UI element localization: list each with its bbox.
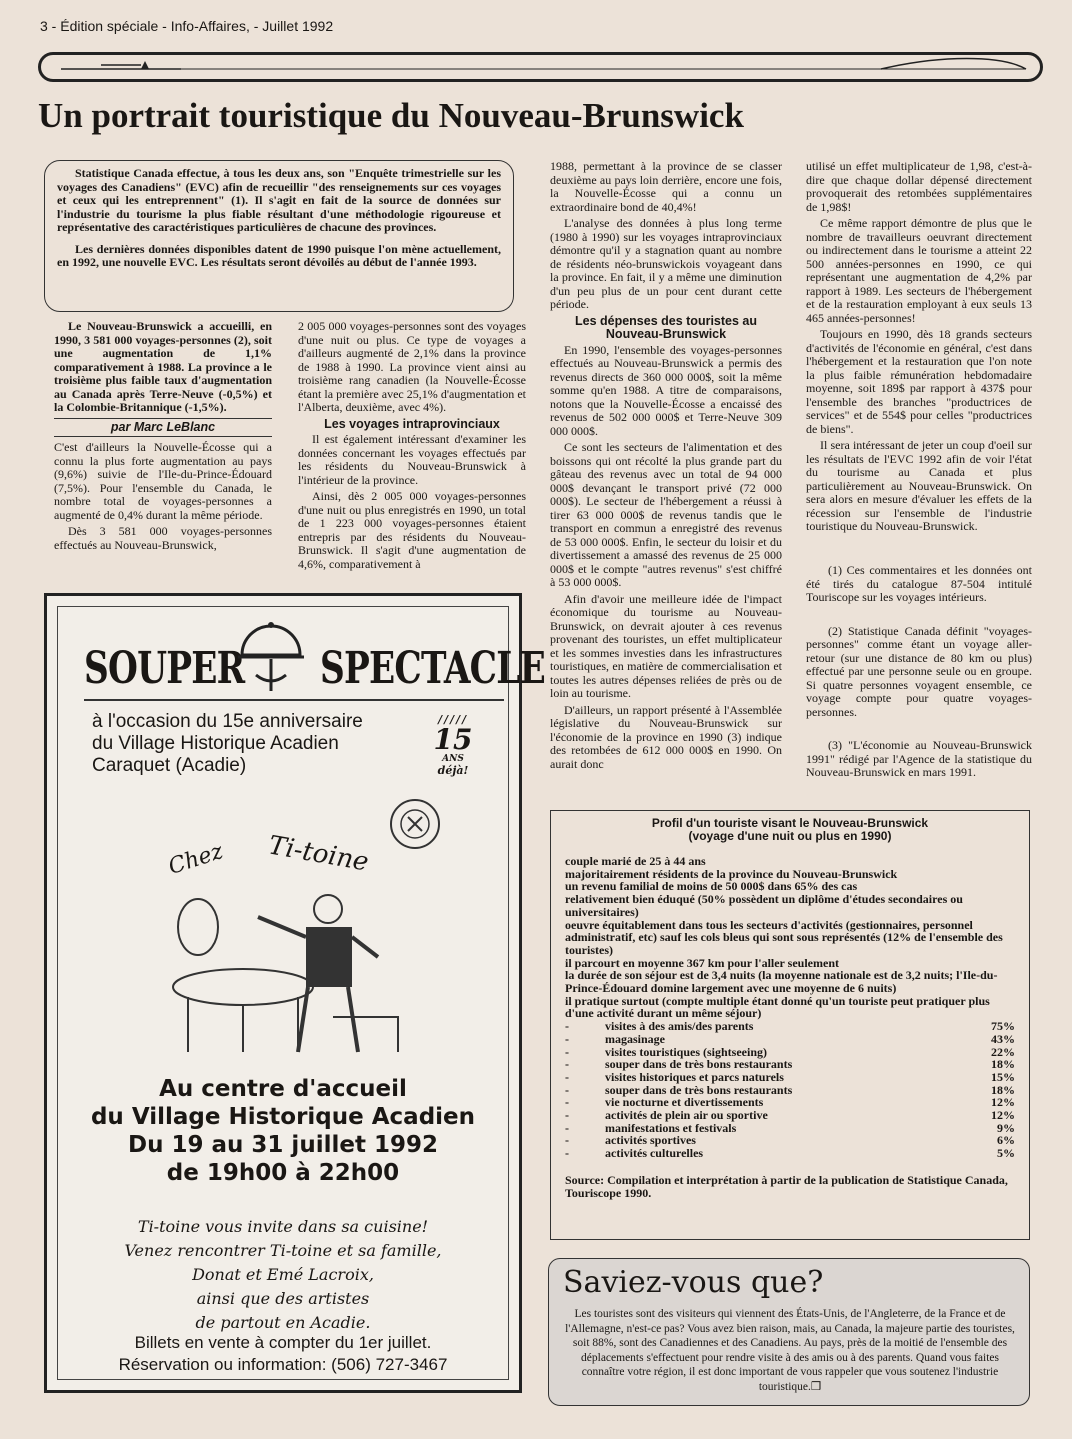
col3-paragraph-4: Ce sont les secteurs de l'alimentation et des boissons qui ont récolté la plus grande part du gâteau des revenus avec un total de 94 000 000$ devançant le transport privé (72 000 000$). Le secteur de l'hébergement a réussi à tirer 63 000 000$ de revenus tandis que le transport en commun a enregistré des revenus de 53 000 000$. Enfin, le secteur du loisir et du divertissement a amassé des revenus de 25 000 000$ et le compte "autres revenus" s'est chiffré à 53 000 000$.: [550, 440, 782, 589]
col1-paragraph-1: C'est d'ailleurs la Nouvelle-Écosse qui a connu la plus forte augmentation au pays (9,6%) suivie de l'Ile-du-Prince-Édouard (7,5%). Pour l'ensemble du Canada, le nombre total de voyages-personnes a augmenté de 0,4% durant la même période.: [54, 440, 272, 522]
col3-paragraph-2: L'analyse des données à plus long terme (1980 à 1990) sur les voyages intraprovinciaux démontre qu'il y a stagnation quant au nombre de résidents néo-brunswickois voyageant dans la province. En fait, il y a même une diminution d'un peu plus de un pour cent durant cette période.: [550, 216, 782, 311]
ad-dates: Du 19 au 31 juillet 1992: [128, 1132, 438, 1158]
article-title: Un portrait touristique du Nouveau-Brunswick: [38, 96, 744, 135]
tourist-profile-box: [550, 810, 1030, 1240]
col4-paragraph-4: Il sera intéressant de jeter un coup d'oeil sur les résultats de l'EVC 1992 afin de voir l'état du tourisme au Canada et plus particulièrement au Nouveau-Brunswick. On sera alors en mesure d'évaluer les effets de la récession sur l'ensemble de l'industrie touristique du Nouveau-Brunswick.: [806, 438, 1032, 533]
ad-centre-1: Au centre d'accueil: [159, 1076, 407, 1102]
profile-line: relativement bien éduqué (50% possèdent un diplôme d'études secondaires ou universitaires): [565, 892, 963, 919]
ad-chez: Chez: [165, 839, 227, 880]
col2-paragraph-2: Il est également intéressant d'examiner les données concernant les voyages effectués par les résidents du Nouveau-Brunswick à l'intérieur de la province.: [298, 432, 526, 487]
footnote-3: (3) "L'économie au Nouveau-Brunswick 1991" rédigé par l'Agence de la statistique du Nouveau-Brunswick en mars 1991.: [806, 738, 1032, 779]
ad-lieu: Caraquet (Acadie): [92, 755, 247, 776]
activity-row: - souper dans de très bons restaurants 18%: [565, 1082, 1015, 1097]
souper-spectacle-ad: [44, 593, 545, 1393]
ad-billets: Billets en vente à compter du 1er juillet.: [134, 1333, 432, 1352]
profile-source: Source: Compilation et interprétation à partir de la publication de Statistique Canada, Touriscope 1990.: [565, 1172, 1008, 1200]
activity-pct: 43%: [991, 1031, 1015, 1046]
ad-script-line-4: ainsi que des artistes: [196, 1289, 370, 1308]
activity-pct: 6%: [997, 1133, 1015, 1148]
activity-row: - visites historiques et parcs naturels 15%: [565, 1069, 1015, 1084]
activity-row: - vie nocturne et divertissements 12%: [565, 1095, 1015, 1110]
footnote-1: (1) Ces commentaires et les données ont été tirés du catalogue 87-504 intitulé Touriscope sur les voyages intérieurs.: [806, 563, 1032, 604]
page-header: 3 - Édition spéciale - Info-Affaires, - Juillet 1992: [40, 18, 334, 34]
ad-reservation: Réservation ou information: (506) 727-3467: [118, 1355, 448, 1374]
activity-row: - activités sportives 6%: [565, 1133, 1015, 1148]
seal-icon: [388, 797, 442, 851]
col1-paragraph-2: Dès 3 581 000 voyages-personnes effectués au Nouveau-Brunswick,: [54, 524, 272, 552]
activity-pct: 22%: [991, 1044, 1015, 1059]
activity-name: visites historiques et parcs naturels: [605, 1069, 784, 1084]
waiter-illustration-icon: [158, 887, 418, 1057]
column-2: [298, 320, 526, 574]
activity-row: - manifestations et festivals 9%: [565, 1120, 1015, 1135]
col3-paragraph-6: D'ailleurs, un rapport présenté à l'Assemblée législative du Nouveau-Brunswick sur l'économie de la province en 1990 (3) indique des retombées de 612 000 000$ en 1990. On aurait donc: [550, 702, 782, 771]
col3-paragraph-5: Afin d'avoir une meilleure idée de l'impact économique du tourisme au Nouveau-Brunswick, on devrait ajouter à ces revenus provenant des touristes, un effet multiplicateur et les sommes investies dans les infrastructures touristiques, en matière de commercialisation et toutes les autres dépenses reliées de près ou de loin au tourisme.: [550, 591, 782, 700]
activity-pct: 5%: [997, 1146, 1015, 1161]
activity-name: visites à des amis/des parents: [605, 1019, 754, 1034]
activity-name: souper dans de très bons restaurants: [605, 1082, 793, 1097]
column-1: [54, 320, 272, 555]
activity-row: - activités de plein air ou sportive 12%: [565, 1108, 1015, 1123]
activity-pct: 9%: [997, 1120, 1015, 1135]
ad-script-line-1: Ti-toine vous invite dans sa cuisine!: [137, 1217, 429, 1236]
ad-heures: de 19h00 à 22h00: [166, 1160, 400, 1186]
activity-row: - souper dans de très bons restaurants 18%: [565, 1057, 1015, 1072]
col2-paragraph-3: Ainsi, dès 2 005 000 voyages-personnes d'une nuit ou plus enregistrés en 1990, un total de 1 223 000 voyages-personnes étaient entrepris par des résidents du Nouveau-Brunswick. Il s'agit d'une augmentation de 4,6%, comparativement à: [298, 489, 526, 571]
ad-souper-word: SOUPER: [84, 643, 245, 694]
saviez-title: Saviez-vous que?: [563, 1265, 824, 1300]
activity-pct: 18%: [991, 1082, 1015, 1097]
ad-script-line-2: Venez rencontrer Ti-toine et sa famille,: [124, 1241, 442, 1260]
badge-ans: ANS: [442, 754, 464, 764]
activity-pct: 15%: [991, 1069, 1015, 1084]
byline: par Marc LeBlanc: [54, 418, 272, 438]
activity-name: visites touristiques (sightseeing): [605, 1044, 767, 1059]
ad-script-line-5: de partout en Acadie.: [195, 1313, 371, 1332]
activity-name: manifestations et festivals: [605, 1120, 737, 1135]
activity-row: - visites à des amis/des parents 75%: [565, 1019, 1015, 1034]
badge-number: 15: [433, 723, 473, 756]
activity-name: activités de plein air ou sportive: [605, 1108, 768, 1123]
profile-body: [565, 855, 1015, 1199]
activity-name: vie nocturne et divertissements: [605, 1095, 764, 1110]
col4-paragraph-3: Toujours en 1990, dès 18 grands secteurs d'activités de l'économie en général, c'est dans l'hébergement et la restauration que l'on note la plus faible rémunération hebdomadaire moyenne, soit 189$ par rapport à 437$ pour l'ensemble des branches "productrices de services" et de 554$ pour celles "productrices de biens".: [806, 327, 1032, 436]
col3-paragraph-1: 1988, permettant à la province de se classer deuxième au pays loin derrière, encore une fois, la Nouvelle-Écosse qui a connu un extraordinaire bond de 40,4%!: [550, 159, 782, 214]
ad-centre-2: du Village Historique Acadien: [90, 1104, 476, 1130]
intro-paragraph-1: Statistique Canada effectue, à tous les deux ans, son "Enquête trimestrielle sur les voyages des Canadiens" (EVC) afin de recueillir "des renseignements sur ces voyages et ceux qui les entreprennent" (1). Il s'agit en fait de la source de données sur l'industrie du tourisme la plus fiable résultant d'une méthodologie rigoureuse et représentative des caractéristiques particulières de chacune des provinces.: [57, 166, 501, 234]
anniversary-badge: ///// 15 ANS déjà!: [418, 713, 488, 777]
column-4: [806, 160, 1032, 537]
activity-row: - activités culturelles 5%: [565, 1146, 1015, 1161]
profile-line: il parcourt en moyenne 367 km pour l'aller seulement: [565, 955, 839, 970]
ad-script: [58, 1215, 508, 1335]
lead-paragraph: Le Nouveau-Brunswick a accueilli, en 1990, 3 581 000 voyages-personnes (2), soit une augmentation de 1,1% comparativement à 1988. La province a le troisième plus faible taux d'augmentation au Canada après Terre-Neuve (-0,5%) et la Colombie-Britannique (-1,5%).: [54, 319, 272, 414]
wave-ornament-icon: [41, 55, 1040, 79]
activity-name: activités culturelles: [605, 1146, 704, 1161]
activity-name: activités sportives: [605, 1133, 696, 1148]
intro-paragraph-2: Les dernières données disponibles datent de 1990 puisque l'on mène actuellement, en 1992, une nouvelle EVC. Les résultats seront dévoilés au début de l'année 1993.: [57, 241, 501, 269]
activity-pct: 12%: [991, 1095, 1015, 1110]
saviez-vous-box: [548, 1258, 1030, 1406]
column-3: [550, 160, 782, 774]
decorative-banner: [38, 52, 1043, 82]
ad-occasion: à l'occasion du 15e anniversaire: [92, 711, 363, 732]
activity-row: - magasinage 43%: [565, 1031, 1015, 1046]
ad-spectacle-word: SPECTACLE: [320, 643, 545, 694]
subheading-intraprovinciaux: Les voyages intraprovinciaux: [324, 416, 500, 431]
intro-box: [44, 160, 514, 312]
badge-deja: déjà!: [437, 764, 469, 777]
col2-paragraph-1: 2 005 000 voyages-personnes sont des voyages d'une nuit ou plus. Ce type de voyages a d'ailleurs augmenté de 2,1% dans la province de 1988 à 1990. La province vient ainsi au troisième rang canadien (la Nouvelle-Écosse étant la première avec 25,1% d'augmentation et l'Alberta, deuxième, avec 4%).: [298, 319, 526, 414]
profile-line: oeuvre équitablement dans tous les secteurs d'activités (gestionnaires, personnel administratif, etc) sauf les cols bleus qui sont sous représentés (12% de l'ensemble des touristes): [565, 917, 1003, 957]
footnote-2: (2) Statistique Canada définit "voyages-personnes" comme étant un voyage aller-retour (sur une distance de 80 km ou plus) effectué par une personne seule ou en groupe. Si quatre personnes voyagent ensemble, ce voyage compte pour quatre voyages-personnes.: [806, 623, 1032, 719]
activity-name: magasinage: [605, 1031, 665, 1046]
ad-village: du Village Historique Acadien: [92, 733, 339, 754]
profile-line: un revenu familial de moins de 50 000$ dans 65% des cas: [565, 879, 858, 894]
profile-line: il pratique surtout (compte multiple étant donné qu'un touriste peut pratiquer plus d'une activité durant un même séjour): [565, 993, 990, 1021]
profile-line: couple marié de 25 à 44 ans: [565, 854, 706, 868]
col4-paragraph-2: Ce même rapport démontre de plus que le nombre de travailleurs oeuvrant directement ou indirectement dans le tourisme a atteint 22 500 années-personnes en 1990, ce qui représentant une augmentation de 4,2% par rapport à 1989. Les secteurs de l'hébergement et de la restauration employant à eux seuls 13 465 années-personnes!: [806, 216, 1032, 325]
profile-title-2: (voyage d'une nuit ou plus en 1990): [688, 829, 892, 843]
saviez-text: Les touristes sont des visiteurs qui viennent des États-Unis, de l'Angleterre, de la France et de l'Allemagne, n'est-ce pas? Vous avez bien raison, mais, au Canada, la majeure partie des touristes, soit 88%, sont des Canadiennes et des Canadiens. Au pays, près de la moitié de l'ensemble des déplacements s'effectuent pour rendre visite à des amis ou à des parents. Quand vous faites connaître votre région, il est donc important de vous rappeler que vous soutenez l'industrie touristique.❒: [565, 1308, 1015, 1393]
subheading-depenses: Les dépenses des touristes au Nouveau-Brunswick: [574, 313, 757, 341]
activity-row: - visites touristiques (sightseeing) 22%: [565, 1044, 1015, 1059]
ad-titoine: Ti-toine: [266, 830, 371, 878]
activity-pct: 75%: [991, 1019, 1015, 1034]
activity-pct: 12%: [991, 1108, 1015, 1123]
profile-line: majoritairement résidents de la province du Nouveau-Brunswick: [565, 866, 898, 881]
col4-paragraph-1: utilisé un effet multiplicateur de 1,98, c'est-à-dire que chaque dollar dépensé directement provoquerait des retombées supplémentaires de 1,98$!: [806, 159, 1032, 214]
col3-paragraph-3: En 1990, l'ensemble des voyages-personnes effectués au Nouveau-Brunswick a permis des revenus directs de 360 000 000$, soit la même somme qu'en 1988. A titre de comparaisons, notons que la Nouvelle-Écosse a encaissé des revenus de 502 000 000$ et Terre-Neuve 309 000 000$.: [550, 342, 782, 438]
footnotes: [806, 564, 1032, 800]
cloche-icon: [236, 615, 306, 695]
profile-line: la durée de son séjour est de 3,4 nuits (la moyenne nationale est de 3,2 nuits; l'Ile-du-Prince-Édouard domine largement avec une moyenne de 6 nuits): [565, 968, 998, 996]
profile-title-1: Profil d'un touriste visant le Nouveau-Brunswick: [651, 816, 929, 830]
activity-pct: 18%: [991, 1057, 1015, 1072]
ad-script-line-3: Donat et Emé Lacroix,: [192, 1265, 374, 1284]
activity-name: souper dans de très bons restaurants: [605, 1057, 793, 1072]
